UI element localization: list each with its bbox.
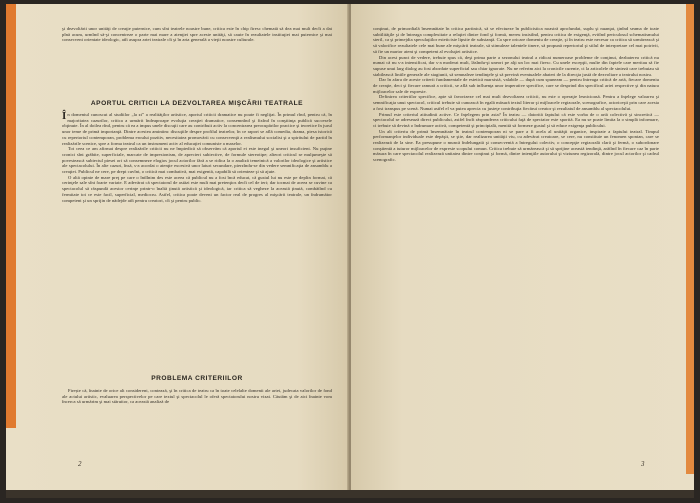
page-number-left: 2 [78, 460, 82, 468]
bottom-shadow-band [6, 490, 694, 498]
section1-paragraph-1: n domeniul cunoscut al studiilor „la zi” a realităţilor artistice, aportul criticii dramatice nu poate fi neglijat. În primul rînd, pentru că, în majoritatea cazurilor, critica a urmărit îndeaproape evoluţia creaţiei dramatice, consemnînd şi fixînd în conştiinţa publică succesele obţinute. În al doilea rînd, pentru că ea a impus unele discuţii care au contribuit activ la concentrarea preocupărilor practice şi teoretice în jurul unor teme de primă importanţă. Dintre acestea amintim: discuţiile despre profilul teatrelor, în ce raport se află comedia, drama, piesa istorică cu repertoriul contemporan, problema eroului pozitiv, necesitatea promovării cu consecvenţă a realismului socialist şi a spiritului de partid în realizările scenice, spre a forma teatrul ca un instrument activ al educaţiei comuniste a maselor. [62, 112, 332, 146]
book-spread [6, 4, 694, 498]
section-title-problema-criteriilor: PROBLEMA CRITERIILOR [151, 375, 243, 382]
section-title-aportul-criticii: APORTUL CRITICII LA DEZVOLTAREA MIŞCĂRII TEATRALE [90, 100, 304, 107]
right-paragraph-2: Din acest punct de vedere, trebuie spus că, deşi prima parte a sezonului teatral a ridicat numeroase probleme de conţinut, dezbaterea critică nu numai că nu s-a intensificat, dar s-a moderat mult, lăsîndu-şi uneori pe alţi un loc mai firesc. Cu unele excepţii, multe din faptele care meritau să fie supuse unui larg dialog au fost abordate superficial sau chiar ignorate. Nu ne referim aici la cronicile curente, ci la articolele de sinteză care trebuiau să stabilească liniile generale ale stagiunii, să semnaleze tendinţele şi să prevină eventualele abateri de la direcţia justă de dezvoltare a teatrului nostru. [373, 54, 659, 77]
section1-paragraph-3: O altă opinie de mare preţ pe care o întîlnim des este aceea că publicul nu a fost încă educat, că gustul lui nu este pe deplin format, că cerinţele sale sînt foarte variate. E adevărat că spectatorul de astăzi este mult mai pretenţios decît cel de ieri; dar tocmai de aceea se cuvine ca spectacolul să răspundă acestor cerinţe printr-o înaltă ţinută artistică şi ideologică, iar critica să vegheze la această ţinută, combătînd cu fermitate tot ce este facil, superficial, mediocru. Astfel, critica poate deveni un factor real de progres al mişcării teatrale, un îndrumător competent şi un sprijin de nădejde atît pentru creatori, cît şi pentru public. [62, 174, 332, 203]
left-page [6, 4, 349, 498]
right-paragraph-1: conţinut, de primordială însemnătate în critica partinică, să se efectueze în publicistica noastră aprofundat, suplu şi nuanţat, ţinînd seama de toate subtilităţile şi de întreaga complexitate a relaţiei dintre fond şi formă, mereu insistînd, pentru critica de exigenţă, evitînd periculosul schematismului steril, ca şi primejdia speculaţiilor esteticiste lipsite de substanţă. Ca spre oricare domeniu de creaţie, şi în teatru este necesar ca critica să urmărească şi să valorifice rezultatele cele mai bune ale mişcării teatrale, să stimuleze talentele tinere, să propună repertoriul şi stilul de interpretare cel mai potrivit, să fie un martor atent şi competent al evoluţiei artistice. [373, 26, 659, 54]
right-paragraph-3: Dar în afara de aceste criterii fundamentale de estetică marxistă, valabile — după cum spuneam — pentru întreaga critică de artă, fiecare domeniu de creaţie, deci şi fiecare ramură a criticii, se află sub influenţa unor imperative specifice, care se desprind din specificul artei respective şi din natura mijloacelor sale de expresie. [373, 77, 659, 94]
page-number-right: 3 [641, 460, 645, 468]
right-paragraph-5: Primul este criteriul atitudinii active. Ce înţelegem prin asta? În teatru — datorită faptului că este vorba de o artă colectivă şi sincretică — spectacolul se adresează direct publicului, astfel încît răspunderea criticului faţă de spectator este sporită. Ea nu se poate limita la o simplă informare, ci trebuie să devină o îndrumare activă, competentă şi principială, menită să formeze gustul şi să educe exigenţa publicului. [373, 111, 659, 128]
right-page [351, 4, 694, 498]
intro-paragraph: şi dezvoltării unor unităţi de creaţie puternice, cum sînt teatrele noastre bune, critica este în chip firesc chemată să dea mai mult decît a dat pînă acum, urmînd să-şi concentreze o parte mai mare a atenţiei spre aceste unităţi, să caute în rezultatele instituţiei mai puternice şi mai consecvent orientate ideologic, atît asupra artei teatrale cît şi în arta generală a vieţii noastre culturale. [62, 26, 332, 43]
section1-paragraph-2: Tot ceea ce am afirmat despre realizările criticii nu ne împiedică să observăm că aportul ei este inegal şi uneori insuficient. Nu puţine cronici sînt grăbite, superficiale, marcate de impresionism, de aprecieri subiective, de formule stereotipe; alteori criticul se mulţumeşte să povestească subiectul piesei ori să consemneze elogios jocul actorilor fără a se ridica la o analiză temeinică a valorilor ideologice şi artistice ale spectacolului. În alte cazuri, însă, s-a acordat o atenţie excesivă unor laturi secundare, pierzîndu-se din vedere semnificaţia de ansamblu a creaţiei. Publicul ne cere, pe drept cuvînt, o critică mai combativă, mai exigentă, capabilă să orienteze şi să ajute. [62, 146, 332, 175]
drop-cap: Î [62, 110, 67, 122]
section1-body [62, 112, 332, 203]
orange-page-tab [6, 4, 16, 428]
right-paragraph-4: Definirea criteriilor specifice, apte să favorizeze cel mai mult dezvoltarea criticii, nu este o operaţie lesnicioasă. Pentru a înţelege valoarea şi semnificaţia unui spectacol, criticul trebuie să cunoască în egală măsură textul literar şi mijloacele regizorale, scenografice, actoriceşti prin care acesta a fost transpus pe scenă. Numai astfel el va putea aprecia cu justeţe contribuţia fiecărui creator şi rezultatul de ansamblu al spectacolului. [373, 94, 659, 111]
right-paragraph-6: Un alt criteriu de primă însemnătate în teatrul contemporan ni se pare a fi acela al unităţii organice, inspirate a faptului teatral. Timpul performanţelor individuale este depăşit, se ştie, dar realizarea unităţii viu, cu adevărat creatoare, se cere, nu constituie un fenomen spontan, care se realizează de la sine. Ea presupune o muncă îndelungată şi consecventă a întregului colectiv, o concepţie regizorală clară şi fermă, o subordonare conştientă a tuturor mijloacelor de expresie scopului comun. Critica trebuie să urmărească şi să sprijine această tendinţă, arătînd în fiecare caz în parte măsura în care spectacolul realizează unitatea dintre conţinut şi formă, dintre intenţiile autorului şi viziunea regizorală, dintre jocul actorilor şi cadrul scenografic. [373, 128, 659, 163]
section2-paragraph: Firește că, înainte de orice alt considerent, contează, şi în critica de teatru ca în toate celelalte domenii ale artei, judecata valorilor de fond ale actului artistic, evaluarea perspectivelor pe care textul şi spectacolul le oferă spectatorului nostru vizat. Căutăm şi de aici înainte vom încerca să urmărim şi mai stăruitor, ca această analiză de [62, 388, 332, 405]
section2-body [62, 388, 332, 405]
orange-page-edge [686, 4, 694, 474]
right-page-body [373, 26, 659, 163]
intro-paragraph-block [62, 26, 332, 43]
